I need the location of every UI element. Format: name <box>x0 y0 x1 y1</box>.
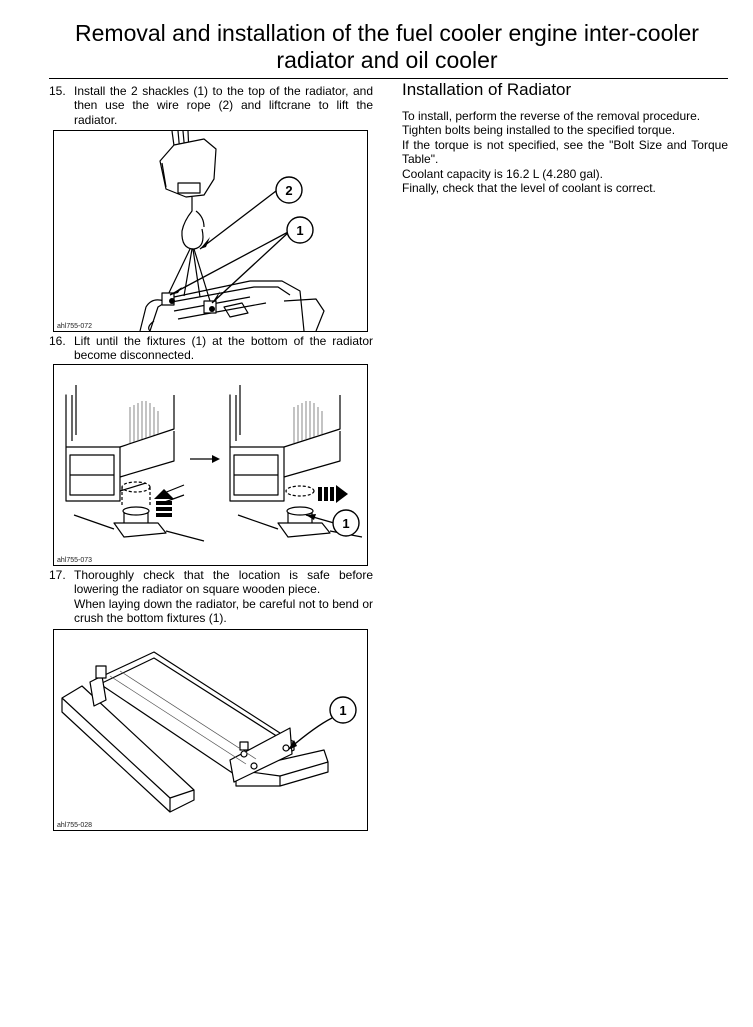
next-step-arrow-icon <box>212 455 220 463</box>
step-16 <box>49 334 373 363</box>
figure-id: ahl755-072 <box>57 323 93 330</box>
callout-1 <box>333 510 359 536</box>
figure-lifting-radiator <box>53 130 368 332</box>
instruction-line: To install, perform the reverse of the removal procedure. <box>402 109 701 123</box>
step-number: 16. <box>49 334 66 348</box>
slide-arrow-icon <box>318 485 348 503</box>
figure-id: ahl755-028 <box>57 822 93 829</box>
step-15 <box>49 84 373 127</box>
figure-radiator-on-wood <box>53 629 368 831</box>
page-title-line-1: Removal and installation of the fuel cooler engine inter-cooler <box>75 20 699 46</box>
step-17 <box>49 568 373 625</box>
step-number: 15. <box>49 84 66 98</box>
lifting-radiator-illustration <box>54 131 367 331</box>
radiator-on-wood-illustration <box>54 630 367 830</box>
figure-id: ahl755-073 <box>57 557 93 564</box>
section-heading: Installation of Radiator <box>402 80 572 99</box>
step-text-note: When laying down the radiator, be careful not to bend or crush the bottom fixtures (1). <box>74 596 373 625</box>
figure-fixture-disconnect <box>53 364 368 566</box>
svg-text:2: 2 <box>285 183 293 198</box>
fixture-disconnect-illustration <box>54 365 367 565</box>
step-text: Install the 2 shackles (1) to the top of the radiator, and then use the wire rope (2) and liftcrane to lift the radiator. <box>74 84 373 127</box>
svg-text:1: 1 <box>342 516 350 531</box>
instruction-line: If the torque is not specified, see the "Bolt Size and Torque Table". <box>402 137 728 167</box>
step-text: Thoroughly check that the location is safe before lowering the radiator on square wooden piece. <box>74 568 373 597</box>
instruction-line: Coolant capacity is 16.2 L (4.280 gal). <box>402 166 604 181</box>
shackle-right-icon <box>169 298 175 304</box>
instruction-line: Finally, check that the level of coolant is correct. <box>402 181 656 196</box>
lift-arrow-icon <box>154 489 174 517</box>
svg-text:1: 1 <box>339 703 347 718</box>
title-divider <box>49 78 728 79</box>
installation-instructions <box>402 109 728 195</box>
page-title-line-2: radiator and oil cooler <box>276 47 498 73</box>
shackle-left-icon <box>209 306 215 312</box>
step-text: Lift until the fixtures (1) at the bottom of the radiator become disconnected. <box>74 334 373 363</box>
step-number: 17. <box>49 568 66 582</box>
callout-1 <box>287 217 313 243</box>
page-title <box>24 20 750 74</box>
callout-1 <box>330 697 356 723</box>
instruction-line: Tighten bolts being installed to the specified torque. <box>402 123 676 138</box>
callout-2 <box>276 177 302 203</box>
svg-text:1: 1 <box>296 223 304 238</box>
